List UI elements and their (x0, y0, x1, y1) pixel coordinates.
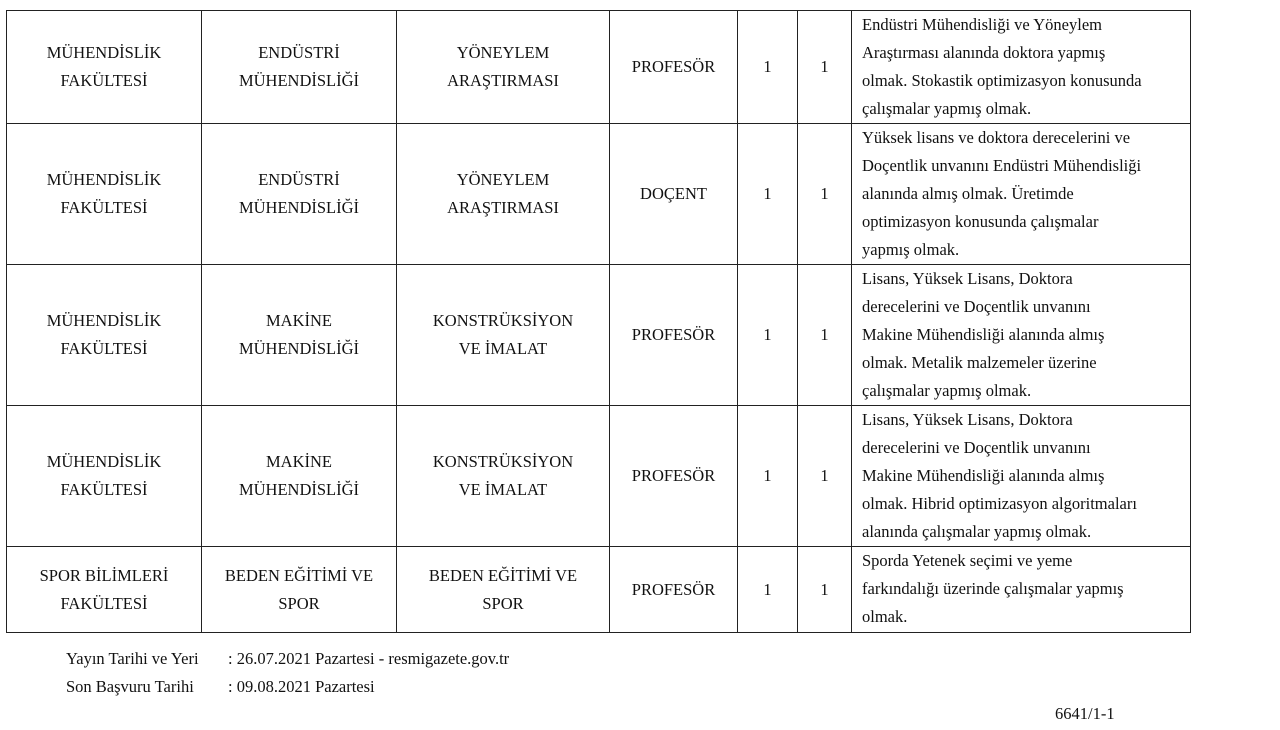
department-cell-line: MÜHENDİSLİĞİ (238, 339, 360, 358)
requirement-cell-line: Doçentlik unvanını Endüstri Mühendisliği (862, 156, 1142, 175)
faculty-cell (7, 124, 202, 265)
deadline-value: : 09.08.2021 Pazartesi (228, 677, 375, 696)
count-cell: 1 (738, 547, 798, 633)
publish-value: : 26.07.2021 Pazartesi - resmigazete.gov.tr (228, 649, 510, 668)
division-cell-line: VE İMALAT (458, 339, 548, 358)
division-cell (397, 11, 610, 124)
title-cell: PROFESÖR (610, 265, 738, 406)
department-cell-line: MAKİNE (266, 452, 332, 471)
division-cell (397, 406, 610, 547)
requirement-cell-line: çalışmalar yapmış olmak. (862, 381, 1032, 400)
division-cell-line: SPOR (482, 593, 524, 613)
requirement-cell (852, 265, 1191, 406)
department-cell (202, 547, 397, 633)
faculty-cell-line: FAKÜLTESİ (60, 198, 148, 217)
department-cell-line: ENDÜSTRİ (258, 170, 340, 189)
division-cell-line: KONSTRÜKSİYON (432, 452, 574, 471)
division-cell-line: ARAŞTIRMASI (447, 71, 559, 90)
footer-info (66, 645, 509, 701)
table-row (7, 406, 1191, 547)
requirement-cell-line: Makine Mühendisliği alanında almış (862, 466, 1105, 485)
requirement-cell-line: Lisans, Yüksek Lisans, Doktora (862, 269, 1073, 288)
requirement-cell (852, 406, 1191, 547)
requirement-cell-line: Lisans, Yüksek Lisans, Doktora (862, 410, 1073, 429)
faculty-cell-line: FAKÜLTESİ (60, 339, 148, 358)
requirement-cell-line: Yüksek lisans ve doktora derecelerini ve (862, 128, 1131, 147)
requirement-cell-line: derecelerini ve Doçentlik unvanını (862, 297, 1091, 316)
requirement-cell-line: Araştırması alanında doktora yapmış (862, 43, 1106, 62)
requirement-cell-line: yapmış olmak. (862, 240, 960, 259)
deadline-label: Son Başvuru Tarihi (66, 677, 194, 696)
division-cell (397, 547, 610, 633)
count-cell: 1 (738, 124, 798, 265)
positions-table-body (7, 11, 1191, 633)
requirement-cell-line: olmak. Stokastik optimizasyon konusunda (862, 71, 1142, 90)
faculty-cell (7, 11, 202, 124)
requirement-cell-line: farkındalığı üzerinde çalışmalar yapmış (862, 579, 1124, 598)
count-cell: 1 (798, 11, 852, 124)
department-cell (202, 265, 397, 406)
division-cell-line: YÖNEYLEM (456, 170, 550, 189)
table-row (7, 265, 1191, 406)
division-cell (397, 265, 610, 406)
division-cell-line: VE İMALAT (458, 480, 548, 499)
title-cell: DOÇENT (610, 124, 738, 265)
requirement-cell-line: Makine Mühendisliği alanında almış (862, 325, 1105, 344)
faculty-cell (7, 265, 202, 406)
table-row (7, 11, 1191, 124)
requirement-cell-line: Endüstri Mühendisliği ve Yöneylem (862, 15, 1102, 34)
department-cell-line: ENDÜSTRİ (258, 43, 340, 62)
division-cell-line: ARAŞTIRMASI (447, 198, 559, 217)
table-row (7, 547, 1191, 633)
department-cell (202, 406, 397, 547)
department-cell (202, 11, 397, 124)
publish-info (66, 645, 509, 673)
requirement-cell (852, 547, 1191, 633)
positions-table (6, 10, 1191, 633)
department-cell-line: SPOR (278, 593, 320, 613)
requirement-cell-line: Sporda Yetenek seçimi ve yeme (862, 551, 1073, 570)
department-cell-line: MAKİNE (266, 311, 332, 330)
faculty-cell-line: MÜHENDİSLİK (46, 452, 162, 471)
requirement-cell-line: olmak. Metalik malzemeler üzerine (862, 353, 1097, 372)
requirement-cell-line: derecelerini ve Doçentlik unvanını (862, 438, 1091, 457)
table-row (7, 124, 1191, 265)
requirement-cell (852, 124, 1191, 265)
title-cell: PROFESÖR (610, 406, 738, 547)
count-cell: 1 (798, 124, 852, 265)
department-cell (202, 124, 397, 265)
faculty-cell (7, 406, 202, 547)
deadline-info (66, 673, 509, 701)
faculty-cell-line: MÜHENDİSLİK (46, 170, 162, 189)
faculty-cell-line: FAKÜLTESİ (60, 480, 148, 499)
faculty-cell (7, 547, 202, 633)
title-cell: PROFESÖR (610, 11, 738, 124)
division-cell (397, 124, 610, 265)
department-cell-line: MÜHENDİSLİĞİ (238, 480, 360, 499)
faculty-cell-line: MÜHENDİSLİK (46, 311, 162, 330)
requirement-cell-line: olmak. Hibrid optimizasyon algoritmaları (862, 494, 1137, 513)
faculty-cell-line: FAKÜLTESİ (60, 593, 148, 613)
requirement-cell-line: olmak. (862, 607, 908, 626)
count-cell: 1 (798, 406, 852, 547)
division-cell-line: YÖNEYLEM (456, 43, 550, 62)
requirement-cell-line: alanında almış olmak. Üretimde (862, 184, 1074, 203)
requirement-cell (852, 11, 1191, 124)
department-cell-line: MÜHENDİSLİĞİ (238, 71, 360, 90)
division-cell-line: KONSTRÜKSİYON (432, 311, 574, 330)
title-cell: PROFESÖR (610, 547, 738, 633)
division-cell-line: BEDEN EĞİTİMİ VE (428, 565, 578, 585)
count-cell: 1 (738, 265, 798, 406)
count-cell: 1 (738, 406, 798, 547)
requirement-cell-line: optimizasyon konusunda çalışmalar (862, 212, 1099, 231)
department-cell-line: BEDEN EĞİTİMİ VE (224, 565, 374, 585)
faculty-cell-line: MÜHENDİSLİK (46, 43, 162, 62)
publish-label: Yayın Tarihi ve Yeri (66, 649, 199, 668)
document-number: 6641/1-1 (1055, 704, 1115, 723)
requirement-cell-line: alanında çalışmalar yapmış olmak. (862, 522, 1092, 541)
faculty-cell-line: SPOR BİLİMLERİ (39, 565, 169, 585)
count-cell: 1 (798, 265, 852, 406)
faculty-cell-line: FAKÜLTESİ (60, 71, 148, 90)
count-cell: 1 (738, 11, 798, 124)
count-cell: 1 (798, 547, 852, 633)
requirement-cell-line: çalışmalar yapmış olmak. (862, 99, 1032, 118)
department-cell-line: MÜHENDİSLİĞİ (238, 198, 360, 217)
